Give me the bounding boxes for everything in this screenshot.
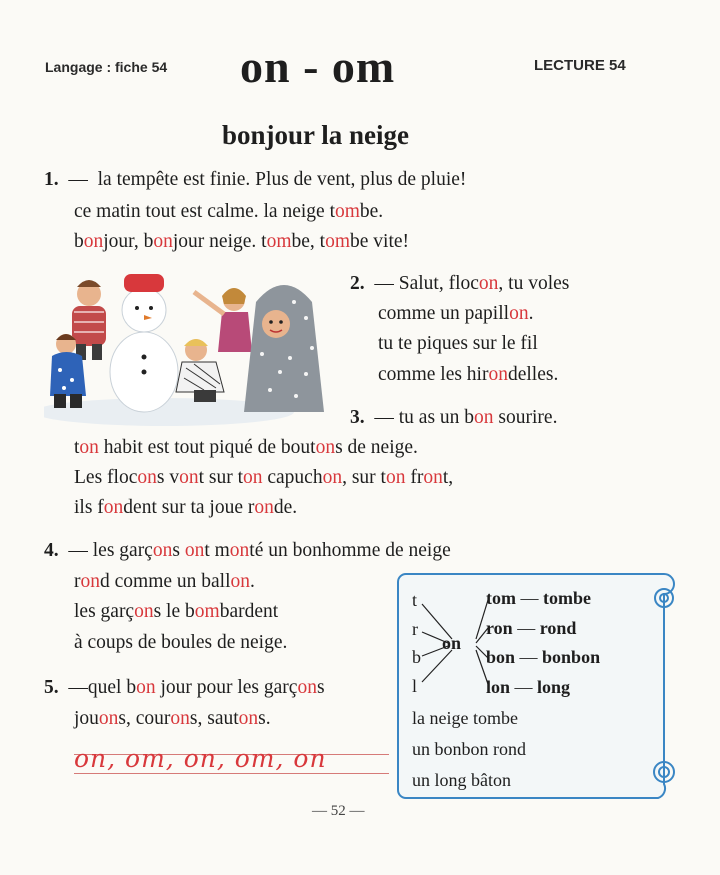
letter-b: b — [412, 647, 421, 667]
t: jour, b — [103, 231, 154, 252]
hl: on — [423, 467, 443, 488]
hl: on — [136, 677, 156, 698]
s1-line-1 — [44, 169, 642, 191]
hl: on — [79, 437, 99, 458]
s1-text-1: la tempête est finie. Plus de vent, plus de pluie! — [97, 169, 467, 190]
letter-r: r — [412, 619, 418, 639]
lesson-reference — [45, 59, 167, 75]
child-hooded-girl — [244, 285, 324, 412]
text-title: bonjour la neige — [222, 120, 410, 150]
t: t, — [442, 467, 454, 488]
phrase-3: un long bâton — [412, 770, 511, 790]
cursive-text: on, om, on, om, on — [74, 744, 327, 773]
pair-row-2 — [486, 618, 576, 639]
t: s le b — [153, 601, 195, 622]
pair-b: bonbon — [542, 647, 601, 667]
s1-number: 1. — [44, 169, 59, 190]
hl: on — [103, 497, 124, 518]
child-left-top — [72, 280, 106, 360]
t: s v — [156, 467, 180, 488]
hl: om — [334, 201, 360, 222]
t: be, t — [291, 231, 326, 252]
s3-line-1 — [350, 407, 557, 429]
pair-row-3 — [486, 647, 600, 668]
s4-line-2 — [74, 571, 255, 593]
hl: on — [238, 708, 259, 729]
pair-a: lon — [486, 677, 511, 697]
hl: on — [137, 467, 157, 488]
hl: on — [152, 540, 173, 561]
s3-line-2 — [74, 437, 418, 459]
phrase-1: la neige tombe — [412, 708, 518, 728]
t: b — [74, 231, 84, 252]
s2-line-4 — [378, 364, 558, 386]
pair-a: tom — [486, 588, 516, 608]
hl: on — [134, 601, 154, 622]
reading-reference — [534, 57, 626, 74]
pair-row-4 — [486, 677, 570, 698]
center-sound: on — [442, 633, 462, 653]
t: t sur t — [198, 467, 243, 488]
s1-line-2 — [74, 201, 383, 223]
t: . — [528, 303, 534, 324]
pair-b: long — [537, 677, 571, 697]
t: — Salut, floc — [374, 273, 479, 294]
pair-a: ron — [486, 618, 513, 638]
hl: om — [266, 231, 292, 252]
t: t m — [204, 540, 230, 561]
phrase-2: un bonbon rond — [412, 739, 526, 759]
t: ils f — [74, 497, 104, 518]
hl: on — [488, 364, 508, 385]
hl: on — [254, 497, 274, 518]
cursive-writing-line — [74, 744, 389, 778]
hl: on — [170, 708, 190, 729]
t: bardent — [219, 601, 279, 622]
s3-line-4 — [74, 497, 297, 519]
t: s, cour — [118, 708, 171, 729]
hl: on — [184, 540, 205, 561]
hl: on — [153, 231, 173, 252]
pair-dash: — — [519, 647, 538, 667]
t: jour pour les garç — [155, 677, 298, 698]
t: jou — [74, 708, 99, 729]
s3-number: 3. — [350, 407, 365, 428]
child-boy-crouching — [176, 339, 224, 402]
s5-line-2 — [74, 708, 271, 730]
t: sourire. — [493, 407, 558, 428]
t: fr — [405, 467, 424, 488]
s1-line-3 — [74, 231, 409, 253]
t: s — [172, 540, 185, 561]
hl: on — [179, 467, 199, 488]
hl: on — [478, 273, 499, 294]
t: be. — [359, 201, 384, 222]
t: de. — [273, 497, 298, 518]
hl: on — [509, 303, 529, 324]
t: s, saut — [189, 708, 239, 729]
reading-label: LECTURE — [534, 57, 605, 74]
s2-number: 2. — [350, 273, 365, 294]
t: s — [316, 677, 325, 698]
s4-line-1 — [44, 540, 451, 562]
t: s. — [258, 708, 271, 729]
s5-number: 5. — [44, 677, 59, 698]
hl: on — [230, 571, 251, 592]
t: delles. — [507, 364, 559, 385]
snowman-figure — [110, 274, 178, 412]
hl: on — [297, 677, 317, 698]
hl: om — [325, 231, 350, 252]
pair-row-1 — [486, 588, 591, 609]
t: d comme un ball — [100, 571, 231, 592]
t: — tu as un b — [374, 407, 475, 428]
t: . — [250, 571, 255, 592]
pair-b: rond — [539, 618, 577, 638]
hl: on — [322, 467, 343, 488]
t: comme les hir — [378, 364, 489, 385]
pair-dash: — — [514, 677, 533, 697]
hl: on — [98, 708, 119, 729]
page-number: — 52 — — [312, 803, 365, 819]
lesson-label: Langage : fiche — [45, 59, 148, 75]
t: — les garç — [68, 540, 153, 561]
lesson-number: 54 — [151, 59, 168, 75]
hl: on — [83, 231, 104, 252]
hl: on — [474, 407, 494, 428]
pair-b: tombe — [543, 588, 591, 608]
t: té un bonhomme de neige — [249, 540, 451, 561]
s2-line-3: tu te piques sur le fil — [378, 333, 538, 354]
t: ce matin tout est calme. la neige t — [74, 201, 335, 222]
page-title: on - om — [240, 41, 396, 92]
hl: on — [315, 437, 336, 458]
hl: on — [229, 540, 250, 561]
t: jour neige. t — [172, 231, 267, 252]
t: —quel b — [68, 677, 137, 698]
s1-text — [98, 169, 642, 191]
reading-number: 54 — [609, 57, 626, 74]
hl: on — [243, 467, 263, 488]
t: comme un papill — [378, 303, 510, 324]
s5-line-1 — [44, 677, 325, 699]
s4-line-3 — [74, 601, 278, 623]
t: , tu voles — [498, 273, 570, 294]
t: s de neige. — [335, 437, 418, 458]
t: Les floc — [74, 467, 138, 488]
pair-dash: — — [517, 618, 536, 638]
hl: on — [385, 467, 406, 488]
t: t — [74, 437, 80, 458]
t: , sur t — [342, 467, 386, 488]
t: les garç — [74, 601, 135, 622]
t: r — [74, 571, 81, 592]
hl: on — [80, 571, 100, 592]
t: capuch — [262, 467, 323, 488]
s2-line-1 — [350, 273, 636, 295]
letter-t: t — [412, 590, 418, 610]
pair-dash: — — [520, 588, 539, 608]
children-snowman-illustration — [44, 262, 350, 428]
pair-a: bon — [486, 647, 516, 667]
t: habit est tout piqué de bout — [98, 437, 316, 458]
t: dent sur ta joue r — [123, 497, 255, 518]
s4-line-4: à coups de boules de neige. — [74, 632, 288, 653]
letter-l: l — [412, 676, 418, 696]
s1-dash: — — [68, 169, 88, 190]
s4-number: 4. — [44, 540, 59, 561]
t: be vite! — [350, 231, 410, 252]
hl: om — [194, 601, 220, 622]
s3-line-3 — [74, 467, 453, 489]
s2-line-2 — [378, 303, 533, 325]
